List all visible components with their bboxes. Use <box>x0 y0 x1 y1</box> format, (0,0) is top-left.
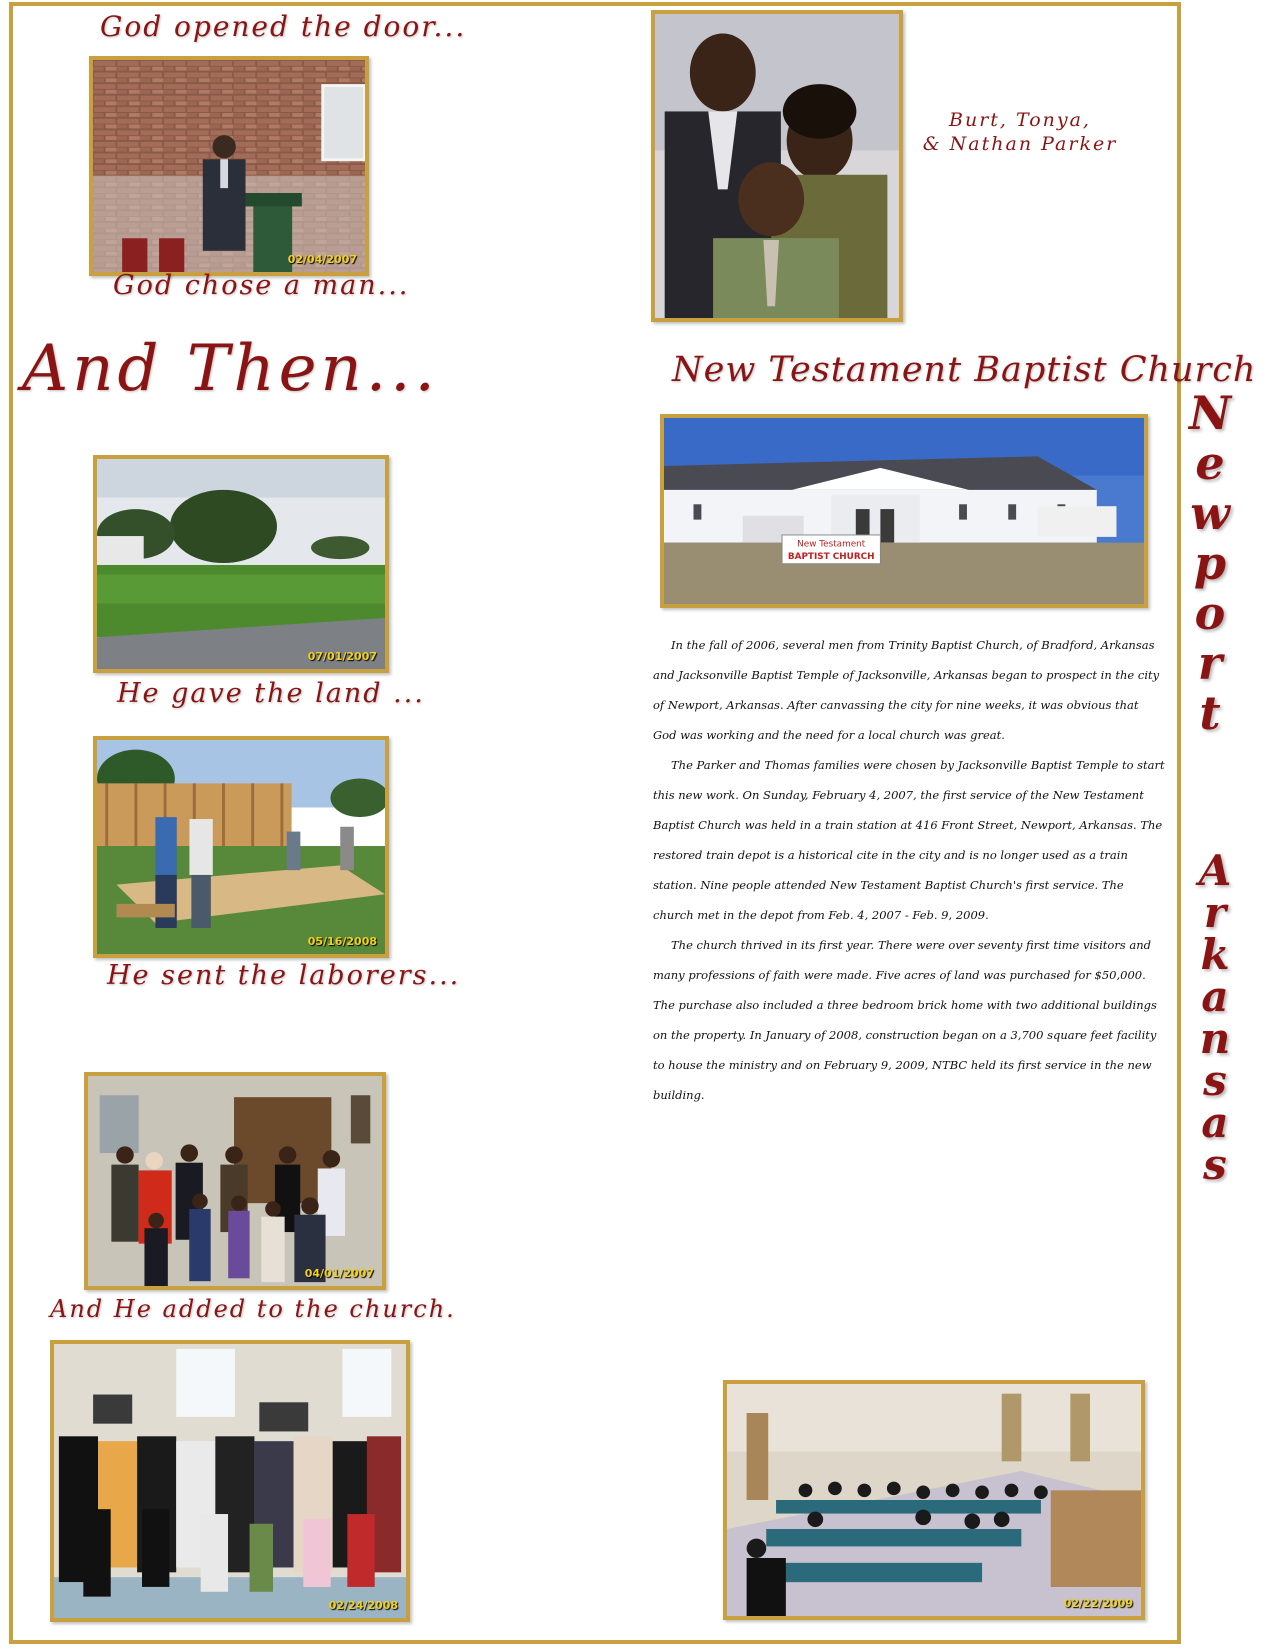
heading-land: He gave the land ... <box>117 678 425 709</box>
letter: N <box>1188 386 1232 440</box>
photo-pulpit <box>89 56 369 276</box>
heading-man: God chose a man... <box>113 270 410 301</box>
history-paragraph: In the fall of 2006, several men from Trinity Baptist Church, of Bradford, Arkansas and Jacksonville Baptist Temple of Jacksonville, Arkansas began to prospect in the city of Newport, Arkansas. After canvassing the city for nine weeks, it was obvious that God was working and the need for a local church was great. <box>653 638 1160 742</box>
photo-date: 02/24/2008 <box>328 1599 398 1612</box>
letter: s <box>1203 1140 1227 1189</box>
photo-date: 04/01/2007 <box>304 1267 374 1280</box>
history-paragraph: The church thrived in its first year. There were over seventy first time visitors and many professions of faith were made. Five acres of land was purchased for $50,000. The purchase also included a three bedroom brick home with two additional buildings on the property. In January of 2008, construction began on a 3,700 square feet facility to house the ministry and on February 9, 2009, NTBC held its first service in the new building. <box>653 938 1157 1102</box>
letter: p <box>1193 536 1227 590</box>
photo-date: 05/16/2008 <box>307 935 377 948</box>
heading-church-name: New Testament Baptist Church <box>672 350 1257 390</box>
photo-date: 02/22/2009 <box>1063 1597 1133 1610</box>
letter: k <box>1200 930 1230 979</box>
letter: e <box>1195 436 1225 490</box>
heading-laborers: He sent the laborers... <box>107 960 461 991</box>
letter: s <box>1203 1056 1227 1105</box>
family-caption-line2: & Nathan Parker <box>922 133 1118 155</box>
photo-date: 07/01/2007 <box>307 650 377 663</box>
photo-church-building <box>660 414 1148 608</box>
photo-date: 02/04/2007 <box>287 253 357 266</box>
photo-land <box>93 455 389 673</box>
photo-sanctuary <box>723 1380 1145 1620</box>
family-caption-line1: Burt, Tonya, <box>949 109 1091 131</box>
sign-text-1: New Testament <box>797 539 866 550</box>
letter: a <box>1201 972 1229 1021</box>
history-paragraph: The Parker and Thomas families were chosen by Jacksonville Baptist Temple to start this new work. On Sunday, February 4, 2007, the first service of the New Testament Baptist Church was held in a train station at 416 Front Street, Newport, Arkansas. The restored train depot is a historical cite in the city and is no longer used as a train station. Nine people attended New Testament Baptist Church's first service. The church met in the depot from Feb. 4, 2007 - Feb. 9, 2009. <box>653 758 1165 922</box>
photo-laborers <box>93 736 389 958</box>
heading-and-then: And Then... <box>22 332 439 406</box>
vertical-newport <box>1175 388 1245 738</box>
photo-group-church <box>50 1340 410 1622</box>
heading-added: And He added to the church. <box>50 1295 456 1323</box>
heading-door: God opened the door... <box>100 10 467 43</box>
sign-text-2: BAPTIST CHURCH <box>787 552 875 562</box>
letter: a <box>1201 1098 1229 1147</box>
letter: r <box>1203 888 1227 937</box>
photo-family <box>651 10 903 322</box>
family-caption <box>905 108 1135 156</box>
letter: w <box>1190 486 1230 540</box>
letter: n <box>1199 1014 1231 1063</box>
letter: o <box>1194 586 1226 640</box>
letter: t <box>1199 686 1221 740</box>
letter: A <box>1198 846 1232 895</box>
letter: r <box>1197 636 1223 690</box>
church-history <box>653 630 1165 1110</box>
vertical-arkansas <box>1180 846 1250 1189</box>
photo-group-depot <box>84 1072 386 1290</box>
